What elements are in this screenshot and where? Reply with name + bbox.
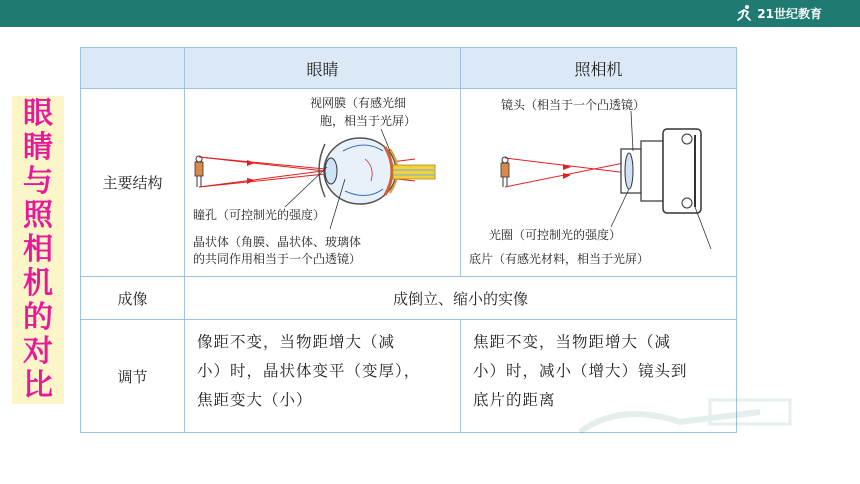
top-bar [0,0,860,27]
camera-adjust-line: 小）时，减小（增大）镜头到 [473,362,688,380]
header-empty-cell [81,48,185,89]
side-title-char: 机 [23,266,53,301]
side-title-char: 对 [23,334,53,369]
camera-lens-label: 镜头（相当于一个凸透镜） [501,98,646,112]
eye-adjust-line: 像距不变，当物距增大（减 [197,333,396,351]
side-title-char: 比 [23,368,53,403]
runner-logo-icon [736,4,754,22]
lens-label-2: 的共同作用相当于一个凸透镜） [193,252,362,266]
eye-adjust-cell [185,320,461,433]
eyeball-icon [319,138,435,204]
side-title-char: 相 [23,232,53,267]
object-figure-icon [195,156,203,187]
side-title-char: 与 [23,164,53,199]
pupil-label: 瞳孔（可控制光的强度） [193,208,326,222]
camera-adjust-line: 焦距不变，当物距增大（减 [473,333,672,351]
adjust-label: 调节 [81,320,185,433]
watermark-logo-icon [560,392,810,452]
table-header-row [81,48,737,89]
retina-label-1: 视网膜（有感光细 [310,96,407,110]
lens-label-1: 晶状体（角膜、晶状体、玻璃体 [193,235,362,249]
comparison-table [80,47,737,433]
header-camera: 照相机 [461,48,737,89]
brand-logo [736,3,822,23]
header-eye: 眼睛 [185,48,461,89]
side-title [12,96,64,404]
film-label: 底片（有感光材料，相当于光屏） [469,252,650,266]
aperture-label: 光圈（可控制光的强度） [489,228,622,242]
camera-body-icon [621,129,701,213]
eye-structure-cell [185,89,461,277]
side-title-char: 的 [23,300,53,335]
side-title-char: 照 [23,198,53,233]
camera-structure-cell [461,89,737,277]
object-figure-icon [501,157,509,187]
structure-row [81,89,737,277]
structure-label: 主要结构 [81,89,185,277]
camera-adjust-line: 底片的距离 [473,391,556,409]
side-title-char: 眼 [23,96,53,131]
image-description: 成倒立、缩小的实像 [185,277,737,320]
retina-label-2: 胞，相当于光屏） [320,114,417,128]
logo-text: 21世纪教育 [757,6,822,21]
side-title-char: 睛 [23,130,53,165]
image-label: 成像 [81,277,185,320]
eye-adjust-line: 小）时，晶状体变平（变厚）， [197,362,421,380]
image-row [81,277,737,320]
eye-adjust-line: 焦距变大（小） [197,391,313,409]
camera-diagram [461,89,737,276]
